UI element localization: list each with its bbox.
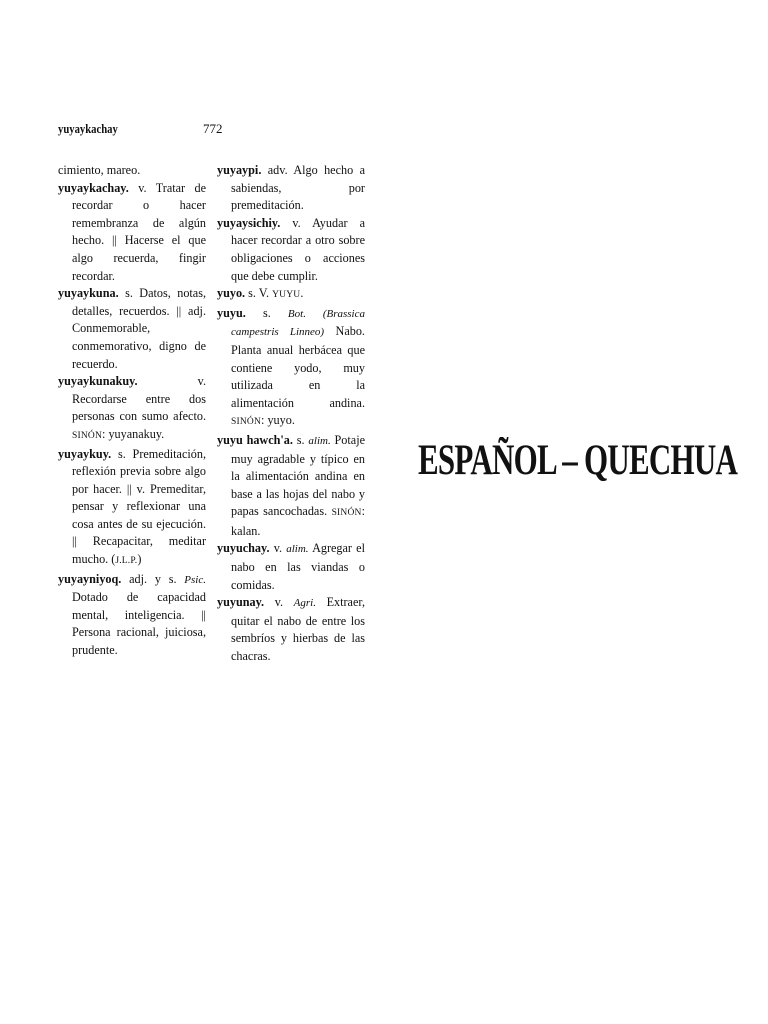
entry-label: Bot. (Brassica campestris Linneo) [231, 307, 365, 339]
entry-definition: v. [269, 541, 287, 556]
entry-definition: ) [137, 552, 142, 567]
entry-definition: s. [245, 305, 288, 320]
entry-definition: v. [264, 595, 294, 610]
entry-definition: : kalan. [231, 504, 365, 538]
entry-definition: Dotado de capacidad mental, inteligencia. || Persona racional, juiciosa, prudente. [72, 590, 206, 658]
dictionary-entry [58, 571, 206, 660]
entry-definition: cimiento, mareo. [58, 163, 141, 177]
entry-label: Agri. [293, 597, 316, 610]
entry-headword: yuyu. [217, 305, 246, 320]
entry-definition: Potaje muy agradable y típico en la alimentación andina en base a las hojas del nabo y papas sancochadas. [231, 432, 365, 519]
dictionary-column-right [217, 162, 365, 666]
entry-headword: yuyaykunakuy. [58, 374, 138, 389]
entry-abbreviation: YUYU [272, 290, 301, 301]
entry-headword: yuyo. [217, 286, 246, 301]
dictionary-entry [58, 162, 206, 180]
dictionary-entry [217, 540, 365, 594]
entry-abbreviation: J.L.P. [115, 556, 138, 567]
entry-definition: : yuyanakuy. [102, 426, 165, 441]
entry-definition: adv. Algo hecho a sabiendas, por premeditación. [231, 163, 365, 213]
dictionary-entry [217, 285, 365, 305]
entry-abbreviation: SINÓN [72, 430, 103, 441]
entry-headword: yuyaysichiy. [217, 215, 281, 230]
entry-definition: s. V. [245, 286, 273, 301]
entry-abbreviation: SINÓN [331, 508, 362, 519]
section-title: ESPAÑOL – QUECHUA [418, 437, 738, 484]
entry-definition: Agregar el nabo en las viandas o comidas. [231, 541, 365, 592]
dictionary-entry [217, 305, 365, 432]
entry-definition: s. Premeditación, reflexión previa sobre algo por hacer. || v. Premeditar, pensar y reflexionar una cosa antes de su ejecución. || Recapacitar, meditar mucho. ( [72, 446, 206, 567]
dictionary-entry [217, 594, 365, 665]
entry-definition: s. [292, 432, 309, 447]
dictionary-entry [58, 373, 206, 445]
page-number: 772 [203, 121, 223, 136]
entry-headword: yuyayniyoq. [58, 571, 122, 586]
entry-definition: adj. y s. [121, 571, 185, 586]
dictionary-entry [217, 432, 365, 541]
dictionary-entry [58, 446, 206, 571]
entry-headword: yuyaypi. [217, 163, 262, 177]
entry-headword: yuyaykachay. [58, 180, 129, 195]
entry-label: alim. [286, 543, 309, 556]
dictionary-entry [217, 215, 365, 285]
entry-definition: . [300, 286, 304, 301]
entry-headword: yuyuchay. [217, 541, 270, 556]
entry-definition: : yuyo. [261, 413, 295, 428]
entry-definition: v. Tratar de recordar o hacer remembranza de algún hecho. || Hacerse el que algo recuerda, fingir recordar. [72, 180, 206, 283]
dictionary-entry [217, 162, 365, 215]
entry-definition: v. Ayudar a hacer recordar a otro sobre obligaciones o acciones que debe cumplir. [231, 215, 365, 283]
dictionary-entry [58, 180, 206, 286]
entry-definition: Nabo. Planta anual herbácea que contiene yodo, muy utilizada en la alimentación andina. [231, 324, 365, 410]
entry-headword: yuyaykuna. [58, 286, 119, 301]
entry-definition: Extraer, quitar el nabo de entre los sembríos y hierbas de las chacras. [231, 595, 365, 664]
entry-label: alim. [308, 434, 331, 447]
entry-headword: yuyaykuy. [58, 446, 112, 461]
entry-abbreviation: SINÓN [231, 417, 262, 428]
entry-headword: yuyu hawch'a. [217, 432, 293, 447]
entry-definition: v. Recordarse entre dos personas con sumo afecto. [72, 374, 206, 424]
entry-headword: yuyunay. [217, 595, 265, 610]
entry-definition: s. Datos, notas, detalles, recuerdos. || adj. Conmemorable, conmemorativo, digno de recuerdo. [72, 286, 206, 371]
running-head-word: yuyaykachay [58, 121, 118, 136]
dictionary-column-left [58, 162, 206, 660]
dictionary-entry [58, 285, 206, 373]
entry-label: Psic. [184, 573, 206, 586]
